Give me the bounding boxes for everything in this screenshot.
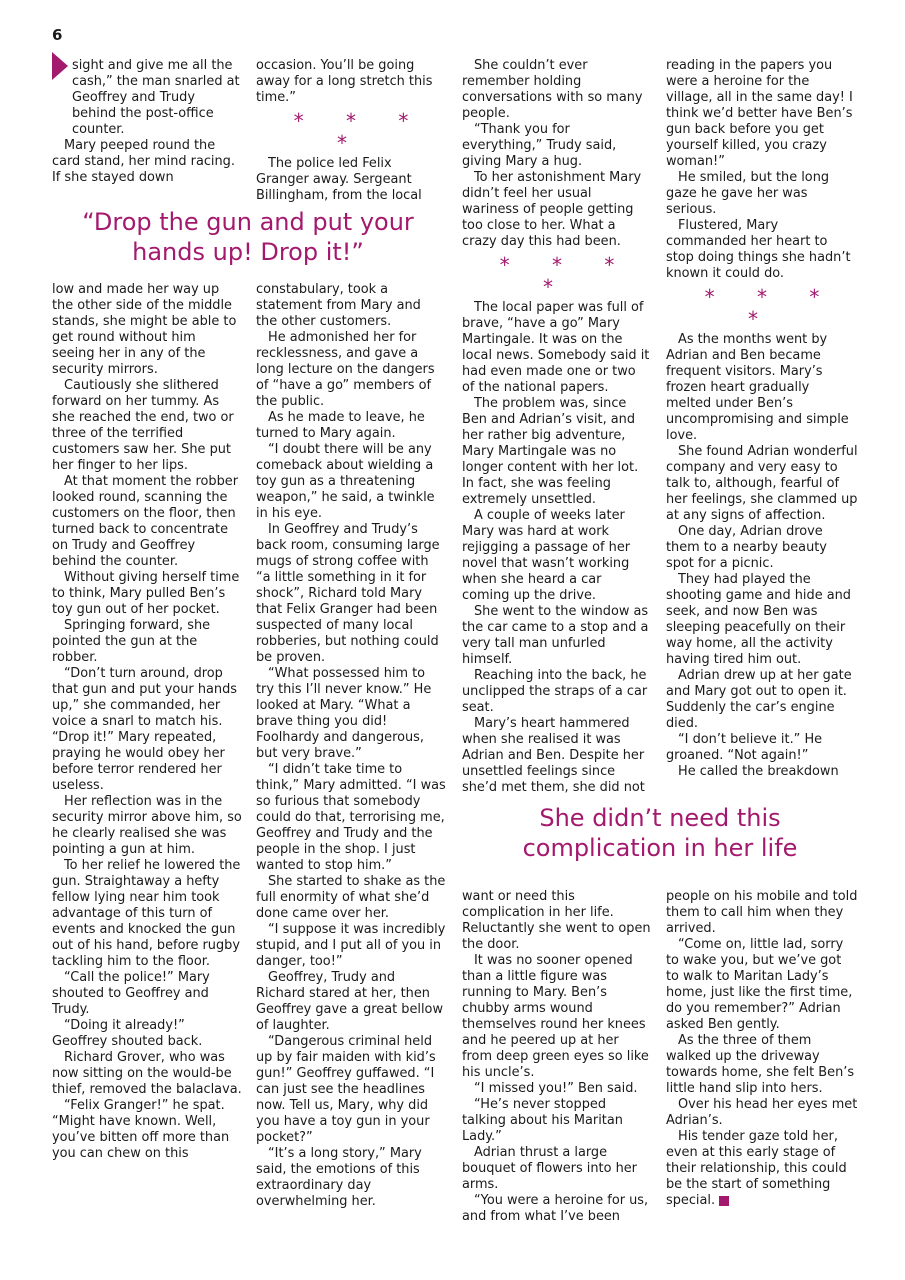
column-1-bottom — [52, 282, 242, 1162]
paragraph: The local paper was full of brave, “have a go” Mary Martingale. It was on the local news. Somebody said it had even made one or two of the national papers. — [462, 300, 650, 395]
paragraph: “Call the police!” Mary shouted to Geoffrey and Trudy. — [52, 970, 210, 1017]
paragraph: “I doubt there will be any comeback about wielding a toy gun as a threatening weapon,” he said, a twinkle in his eye. — [256, 442, 435, 521]
paragraph: He admonished her for recklessness, and gave a long lecture on the dangers of “have a go” members of the public. — [256, 330, 435, 409]
pull-quote: “Drop the gun and put your hands up! Drop it!” — [82, 208, 414, 266]
paragraph: Adrian drew up at her gate and Mary got out to open it. Suddenly the car’s engine died. — [666, 668, 852, 731]
section-separator: * * * * — [293, 109, 427, 155]
paragraph: To her relief he lowered the gun. Straightaway a hefty fellow lying near him took advantage of this turn of events and knocked the gun out of his hand, before rugby tackling him to the floor. — [52, 858, 241, 969]
paragraph: constabulary, took a statement from Mary and the other customers. — [256, 282, 421, 329]
paragraph: want or need this complication in her life. Reluctantly she went to open the door. — [462, 889, 651, 952]
page-number: 6 — [52, 26, 63, 44]
paragraph: It was no sooner opened than a little figure was running to Mary. Ben’s chubby arms wound themselves round her knees and he peered up at her from deep green eyes so like his uncle’s. — [462, 953, 649, 1080]
paragraph: At that moment the robber looked round, scanning the customers on the floor, then turned back to concentrate on Trudy and Geoffrey behind the counter. — [52, 474, 239, 569]
paragraph: sight and give me all the cash,” the man snarled at Geoffrey and Trudy behind the post-office counter. — [72, 58, 240, 137]
paragraph: Adrian thrust a large bouquet of flowers into her arms. — [462, 1145, 637, 1192]
column-2-top — [256, 58, 446, 204]
paragraph: The problem was, since Ben and Adrian’s visit, and her rather big adventure, Mary Martingale was no longer content with her lot. In fact, she was feeling extremely unsettled. — [462, 396, 639, 507]
paragraph: “He’s never stopped talking about his Maritan Lady.” — [462, 1097, 623, 1144]
pull-quote: She didn’t need this complication in her life — [522, 804, 798, 862]
paragraph: “Felix Granger!” he spat. “Might have known. Well, you’ve bitten off more than you can chew on this — [52, 1098, 230, 1161]
paragraph: low and made her way up the other side of the middle stands, she might be able to get round without him seeing her in any of the security mirrors. — [52, 282, 237, 377]
paragraph: “You were a heroine for us, and from what I’ve been — [462, 1193, 649, 1224]
paragraph: Geoffrey, Trudy and Richard stared at her, then Geoffrey gave a great bellow of laughter. — [256, 970, 443, 1033]
paragraph: “I didn’t take time to think,” Mary admitted. “I was so furious that somebody could do that, terrorising me, Geoffrey and Trudy and the people in the shop. I just wanted to stop him.” — [256, 762, 446, 873]
paragraph: “Thank you for everything,” Trudy said, giving Mary a hug. — [462, 122, 617, 169]
paragraph: “Come on, little lad, sorry to wake you, but we’ve got to walk to Maritan Lady’s home, just like the first time, do you remember?” Adrian asked Ben gently. — [666, 937, 853, 1032]
paragraph: As the months went by Adrian and Ben became frequent visitors. Mary’s frozen heart gradually melted under Ben’s uncompromising and simple love. — [666, 332, 849, 443]
paragraph: “I don’t believe it.” He groaned. “Not again!” — [666, 732, 823, 763]
paragraph: She couldn’t ever remember holding conversations with so many people. — [462, 58, 643, 121]
paragraph: The police led Felix Granger away. Sergeant Billingham, from the local — [256, 156, 422, 203]
paragraph: “Doing it already!” Geoffrey shouted back. — [52, 1018, 203, 1049]
column-2-bottom — [256, 282, 446, 1210]
paragraph: reading in the papers you were a heroine for the village, all in the same day! I think we’d better have Ben’s gun back before you get yourself killed, you crazy woman!” — [666, 58, 853, 169]
section-separator: * * * * — [499, 253, 633, 299]
column-3-bottom — [462, 889, 652, 1225]
section-separator: * * * * — [704, 285, 838, 331]
paragraph: Mary’s heart hammered when she realised it was Adrian and Ben. Despite her unsettled feelings since she’d met them, she did not — [462, 716, 645, 795]
paragraph: occasion. You’ll be going away for a long stretch this time.” — [256, 58, 433, 105]
column-3-top — [462, 58, 652, 796]
paragraph: “Don’t turn around, drop that gun and put your hands up,” she commanded, her voice a snarl to match his. “Drop it!” Mary repeated, praying he would obey her before terror rendered her useless. — [52, 666, 237, 793]
paragraph: Her reflection was in the security mirror above him, so he clearly realised she was pointing a gun at him. — [52, 794, 242, 857]
paragraph: She found Adrian wonderful company and very easy to talk to, although, fearful of her feelings, she clammed up at any signs of affection. — [666, 444, 858, 523]
paragraph: “I suppose it was incredibly stupid, and I put all of you in danger, too!” — [256, 922, 446, 969]
paragraph: “I missed you!” Ben said. — [474, 1081, 638, 1096]
paragraph: One day, Adrian drove them to a nearby beauty spot for a picnic. — [666, 524, 827, 571]
paragraph: “What possessed him to try this I’ll never know.” He looked at Mary. “What a brave thing you did! Foolhardy and dangerous, but very brave.” — [256, 666, 432, 761]
paragraph — [666, 1129, 858, 1209]
paragraph: A couple of weeks later Mary was hard at work rejigging a passage of her novel that wasn’t working when she heard a car coming up the drive. — [462, 508, 631, 603]
column-4-top — [666, 58, 858, 780]
paragraph: people on his mobile and told them to call him when they arrived. — [666, 889, 858, 936]
paragraph: Cautiously she slithered forward on her tummy. As she reached the end, two or three of the terrified customers saw her. She put her finger to her lips. — [52, 378, 234, 473]
paragraph: As the three of them walked up the driveway towards home, she felt Ben’s little hand slip into hers. — [666, 1033, 855, 1096]
paragraph: Richard Grover, who was now sitting on the would-be thief, removed the balaclava. — [52, 1050, 242, 1097]
paragraph: Over his head her eyes met Adrian’s. — [666, 1097, 858, 1128]
paragraph: She went to the window as the car came to a stop and a very tall man unfurled himself. — [462, 604, 649, 667]
paragraph: As he made to leave, he turned to Mary again. — [256, 410, 425, 441]
paragraph-text: His tender gaze told her, even at this early stage of their relationship, this could be the start of something special. — [666, 1129, 847, 1208]
column-4-bottom — [666, 889, 858, 1209]
paragraph: He called the breakdown — [678, 764, 839, 779]
paragraph: Springing forward, she pointed the gun at the robber. — [52, 618, 211, 665]
column-1-top — [52, 58, 242, 186]
paragraph: Reaching into the back, he unclipped the straps of a car seat. — [462, 668, 648, 715]
paragraph: Mary peeped round the card stand, her mind racing. If she stayed down — [52, 138, 235, 185]
end-of-story-mark — [719, 1196, 729, 1206]
paragraph: In Geoffrey and Trudy’s back room, consuming large mugs of strong coffee with “a little something in it for shock”, Richard told Mary that Felix Granger had been suspected of many local robberies, but nothing could be proven. — [256, 522, 440, 665]
paragraph: Without giving herself time to think, Mary pulled Ben’s toy gun out of her pocket. — [52, 570, 240, 617]
paragraph: “It’s a long story,” Mary said, the emotions of this extraordinary day overwhelming her. — [256, 1146, 422, 1209]
paragraph: “Dangerous criminal held up by fair maiden with kid’s gun!” Geoffrey guffawed. “I can just see the headlines now. Tell us, Mary, why did you have a toy gun in your pocket?” — [256, 1034, 436, 1145]
paragraph: To her astonishment Mary didn’t feel her usual wariness of people getting too close to her. What a crazy day this had been. — [462, 170, 642, 249]
paragraph: They had played the shooting game and hide and seek, and now Ben was sleeping peacefully on their way home, all the activity having tired him out. — [666, 572, 851, 667]
paragraph: She started to shake as the full enormity of what she’d done came over her. — [256, 874, 446, 921]
paragraph: Flustered, Mary commanded her heart to stop doing things she hadn’t known it could do. — [666, 218, 851, 281]
paragraph: He smiled, but the long gaze he gave her was serious. — [666, 170, 830, 217]
